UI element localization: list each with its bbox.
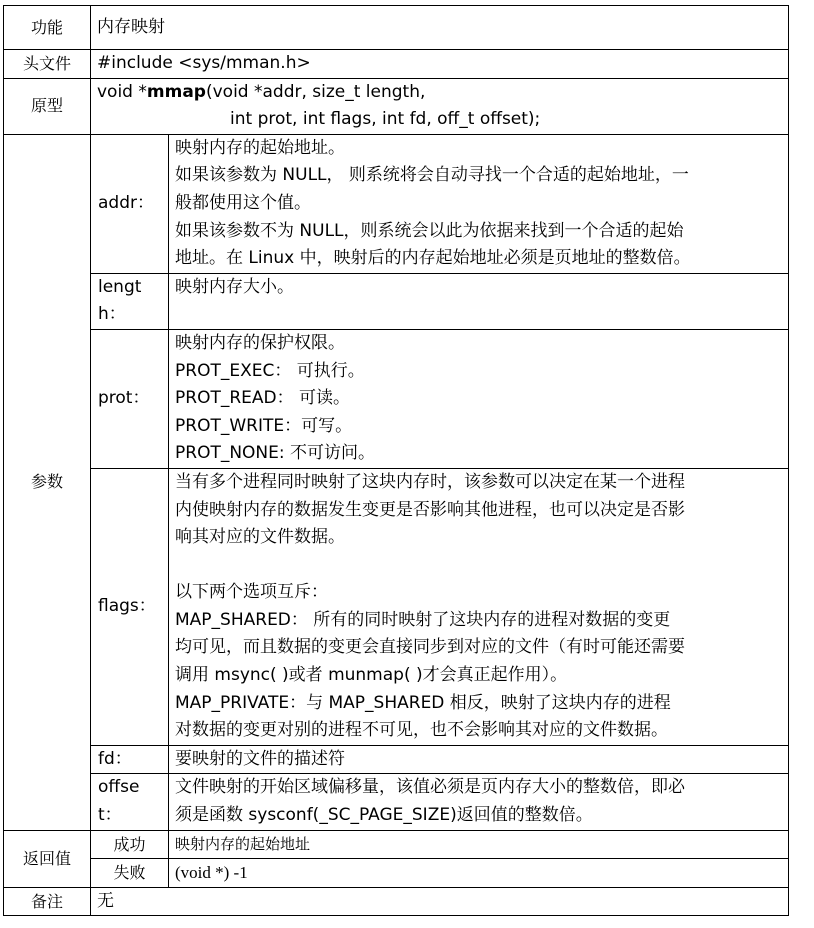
param-addr-row [4, 134, 789, 273]
function-label: 功能 [4, 6, 91, 50]
function-row [4, 6, 789, 50]
header-row [4, 50, 789, 79]
param-flags-name: flags： [91, 468, 169, 745]
return-failure-label: 失败 [91, 859, 169, 888]
param-flags-desc [169, 468, 789, 745]
prototype-line-1 [97, 79, 782, 107]
param-offset-line: 须是函数 sysconf(_SC_PAGE_SIZE)返回值的整数倍。 [175, 805, 593, 826]
return-failure-value: (void *) -1 [169, 859, 789, 888]
param-offset-name: offset： [91, 774, 169, 830]
note-label: 备注 [4, 887, 91, 916]
header-label: 头文件 [4, 50, 91, 79]
param-flags-line: 均可见，而且数据的变更会直接同步到对应的文件（有时可能还需要 [175, 637, 685, 658]
return-failure-row [4, 859, 789, 888]
param-prot-line: PROT_READ： 可读。 [175, 388, 351, 409]
param-length-line: 映射内存大小。 [175, 276, 294, 297]
param-addr-line: 映射内存的起始地址。 [175, 137, 345, 158]
param-fd-line: 要映射的文件的描述符 [175, 748, 345, 769]
param-length-row [4, 273, 789, 329]
param-prot-row [4, 329, 789, 468]
param-flags-line: 响其对应的文件数据。 [175, 527, 345, 548]
param-flags-row [4, 468, 789, 745]
param-addr-name: addr： [91, 134, 169, 273]
param-prot-line: 映射内存的保护权限。 [175, 332, 345, 353]
prototype-label: 原型 [4, 78, 91, 134]
prototype-function-name: mmap [146, 81, 206, 102]
param-prot-line: PROT_WRITE：可写。 [175, 415, 353, 436]
params-label: 参数 [4, 134, 91, 830]
function-value: 内存映射 [91, 6, 789, 50]
param-prot-name: prot： [91, 329, 169, 468]
return-label: 返回值 [4, 830, 91, 887]
param-prot-desc [169, 329, 789, 468]
blank-line [175, 552, 782, 580]
param-addr-line: 地址。在 Linux 中，映射后的内存起始地址必须是页地址的整数倍。 [175, 248, 691, 269]
mmap-spec-table [3, 5, 789, 916]
header-value: #include <sys/mman.h> [91, 50, 789, 79]
prototype-return-type: void * [97, 81, 147, 102]
param-addr-desc [169, 134, 789, 273]
param-offset-line: 文件映射的开始区域偏移量，该值必须是页内存大小的整数倍，即必 [175, 777, 685, 798]
prototype-row [4, 78, 789, 134]
return-success-label: 成功 [91, 830, 169, 859]
param-flags-line: 对数据的变更对别的进程不可见，也不会影响其对应的文件数据。 [175, 720, 668, 741]
param-flags-line: 内使映射内存的数据发生变更是否影响其他进程，也可以决定是否影 [175, 499, 685, 520]
param-fd-name: fd： [91, 745, 169, 774]
param-prot-line: PROT_NONE: 不可访问。 [175, 443, 376, 464]
prototype-line-2: int prot, int flags, int fd, off_t offset); [230, 109, 541, 130]
note-value: 无 [91, 887, 789, 916]
param-flags-line: 调用 msync( )或者 munmap( )才会真正起作用）。 [175, 665, 568, 686]
param-addr-line: 如果该参数不为 NULL，则系统会以此为依据来找到一个合适的起始 [175, 220, 684, 241]
prototype-params-1: (void *addr, size_t length, [205, 81, 426, 102]
param-offset-desc [169, 774, 789, 830]
return-success-value: 映射内存的起始地址 [169, 830, 789, 859]
param-flags-line: 以下两个选项互斥： [175, 582, 328, 603]
param-length-desc [169, 273, 789, 329]
prototype-value [91, 78, 789, 134]
param-length-name: length： [91, 273, 169, 329]
param-fd-desc [169, 745, 789, 774]
param-flags-line: MAP_PRIVATE：与 MAP_SHARED 相反，映射了这块内存的进程 [175, 692, 671, 713]
param-prot-line: PROT_EXEC： 可执行。 [175, 360, 365, 381]
param-flags-line: MAP_SHARED： 所有的同时映射了这块内存的进程对数据的变更 [175, 609, 671, 630]
note-row [4, 887, 789, 916]
param-fd-row [4, 745, 789, 774]
param-addr-line: 如果该参数为 NULL， 则系统将会自动寻找一个合适的起始地址，一 [175, 165, 689, 186]
param-offset-row [4, 774, 789, 830]
param-addr-line: 般都使用这个值。 [175, 192, 311, 213]
return-success-row [4, 830, 789, 859]
param-flags-line: 当有多个进程同时映射了这块内存时，该参数可以决定在某一个进程 [175, 471, 685, 492]
